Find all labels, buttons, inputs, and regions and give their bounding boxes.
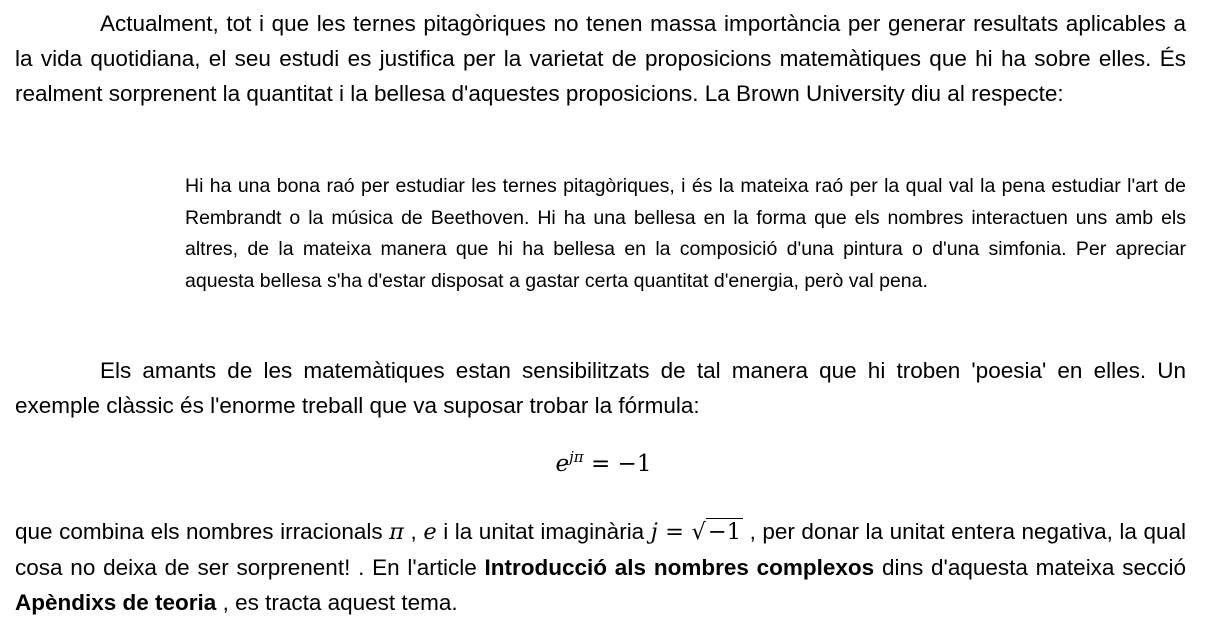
equals-sign: = <box>657 519 692 545</box>
conclusion-text-4: dins d'aquesta mateixa secció <box>874 555 1187 580</box>
pi-symbol: π <box>389 519 404 545</box>
brown-university-quote: Hi ha una bona raó per estudiar les ternes pitagòriques, i és la mateixa raó per la qual val la pena estudiar l'art de Rembrandt o la música de Beethoven. Hi ha una bellesa en la forma que els nombres interactuen uns amb els altres, de la mateixa manera que hi ha bellesa en la composició d'una pintura o d'una simfonia. Per apreciar aquesta bellesa s'ha d'estar disposat a gastar certa quantitat d'energia, però val pena. <box>185 175 1186 292</box>
article-link-complex-numbers: Introducció als nombres complexos <box>484 555 875 580</box>
conclusion-separator: , <box>403 519 424 544</box>
conclusion-text-3: , per donar la unitat entera negativa, la qual cosa no deixa de ser sorprenent! . En l'article <box>15 519 1186 580</box>
intro-paragraph: Actualment, tot i que les ternes pitagòriques no tenen massa importància per generar resultats aplicables a la vida quotidiana, el seu estudi es justifica per la varietat de proposicions matemàtiques que hi ha sobre elles. És realment sorprenent la quantitat i la bellesa d'aquestes proposicions. La Brown University diu al respecte: <box>15 11 1186 106</box>
euler-formula <box>0 448 1207 477</box>
conclusion-text-1: que combina els nombres irracionals <box>15 519 390 544</box>
section-name-theory-appendices: Apèndixs de teoria <box>15 590 217 615</box>
radicand: −1 <box>707 519 742 545</box>
conclusion-text-5: , es tracta aquest tema. <box>216 590 458 615</box>
conclusion-text-2: i la unitat imaginària <box>436 519 651 544</box>
formula-exponent: jπ <box>569 448 584 466</box>
conclusion-paragraph <box>15 514 1186 620</box>
e-symbol: e <box>423 519 437 545</box>
poetry-paragraph: Els amants de les matemàtiques estan sensibilitzats de tal manera que hi troben 'poesia' en elles. Un exemple clàssic és l'enorme treball que va suposar trobar la fórmula: <box>15 358 1186 418</box>
sqrt-sign: √ <box>691 519 706 545</box>
formula-rhs: = −1 <box>590 451 652 477</box>
formula-base: e <box>555 451 570 477</box>
j-symbol: j <box>650 519 658 545</box>
